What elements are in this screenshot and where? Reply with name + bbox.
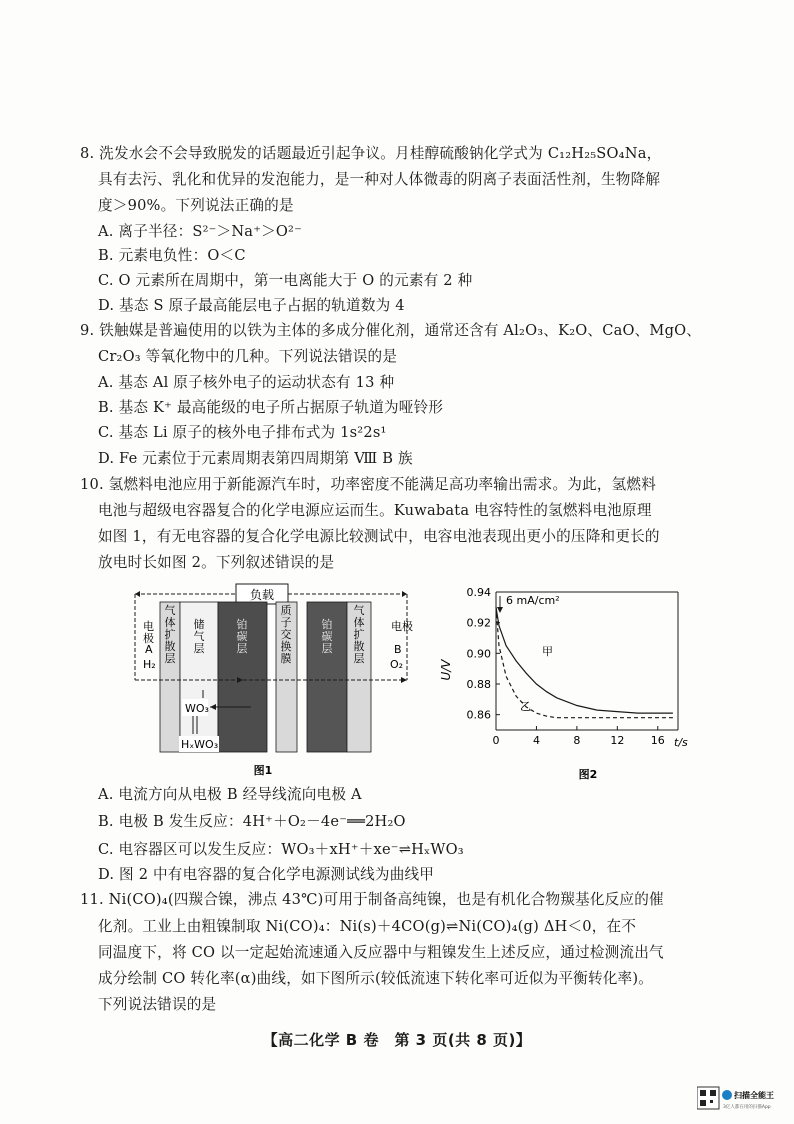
q10-option-d: D. 图 2 中有电容器的复合化学电源测试线为曲线甲 (98, 866, 435, 883)
cs-logo-icon (722, 1090, 732, 1100)
q8-option-d: D. 基态 S 原子最高能层电子占据的轨道数为 4 (98, 297, 405, 314)
fuel-cell-diagram (133, 578, 413, 778)
q8-option-c: C. O 元素所在周期中，第一电离能大于 O 的元素有 2 种 (98, 272, 473, 289)
q9-stem-line-2: Cr₂O₃ 等氧化物中的几种。下列说法错误的是 (98, 348, 398, 365)
y-tick-label: 0.90 (466, 647, 491, 661)
pt-carbon-left-label: 铂碳层 (236, 618, 248, 655)
q11-stem-line-2: 化剂。工业上由粗镍制取 Ni(CO)₄：Ni(s)＋4CO(g)⇌Ni(CO)₄(g) ΔH＜0，在不 (98, 918, 637, 935)
q10-stem-line-2: 电池与超级电容器复合的化学电源应运而生。Kuwabata 电容特性的氢燃料电池原理 (98, 502, 652, 519)
q9-option-d: D. Fe 元素位于元素周期表第四周期第 Ⅷ B 族 (98, 450, 413, 467)
y-axis-label: U/V (439, 659, 453, 681)
q8-stem-line-1: 8. 洗发水会不会导致脱发的话题最近引起争议。月桂醇硫酸钠化学式为 C₁₂H₂₅SO₄Na， (80, 145, 662, 162)
qr-corner-1 (700, 1090, 706, 1096)
y-tick-label: 0.86 (466, 708, 491, 722)
hxwo3-label: HₓWO₃ (181, 738, 219, 751)
figure-2-caption: 图2 (578, 768, 598, 781)
q10-option-a: A. 电流方向从电极 B 经导线流向电极 A (98, 786, 362, 803)
y-tick-label: 0.88 (466, 678, 491, 691)
electrode-a-letter: A (145, 643, 153, 656)
y-tick-label: 0.94 (466, 586, 491, 599)
q8-stem-line-2: 具有去污、乳化和优异的发泡能力，是一种对人体微毒的阴离子表面活性剂，生物降解 (98, 171, 661, 188)
q11-stem-line-1: 11. Ni(CO)₄(四羰合镍，沸点 43℃)可用于制备高纯镍，也是有机化合物羰基化反应的催 (80, 891, 664, 908)
q10-option-b: B. 电极 B 发生反应：4H⁺＋O₂－4e⁻══2H₂O (98, 813, 406, 830)
load-label: 负载 (249, 588, 275, 602)
stamp-sub: 3亿人都在用的扫描App (723, 1105, 771, 1110)
q9-stem-line-1: 9. 铁触媒是普遍使用的以铁为主体的多成分催化剂，通常还含有 Al₂O₃、K₂O、CaO、MgO、 (80, 322, 702, 339)
q10-stem-line-3: 如图 1，有无电容器的复合化学电源比较测试中，电容电池表现出更小的压降和更长的 (98, 528, 660, 545)
current-density-label: 6 mA/cm² (506, 594, 560, 607)
qr-dot (710, 1100, 713, 1103)
q10-option-c: C. 电容器区可以发生反应：WO₃＋xH⁺＋xe⁻⇌HₓWO₃ (98, 841, 464, 858)
q9-option-b: B. 基态 K⁺ 最高能级的电子所占据原子轨道为哑铃形 (98, 399, 444, 416)
flow-arrow-right (401, 677, 407, 683)
series-line-jia (496, 607, 673, 713)
q10-stem-line-4: 放电时长如图 2。下列叙述错误的是 (98, 554, 335, 571)
x-tick-label: 12 (610, 734, 625, 747)
gas-diffusion-left-label: 气体扩散层 (164, 604, 176, 665)
voltage-time-chart (438, 582, 698, 782)
figure-1-caption: 图1 (253, 764, 273, 777)
pt-carbon-right-label: 铂碳层 (321, 618, 333, 655)
q11-stem-line-3: 同温度下，将 CO 以一定起始流速通入反应器中与粗镍发生上述反应，通过检测流出气 (98, 944, 664, 961)
curve-label-yi: 乙 (520, 700, 531, 713)
qr-corner-3 (700, 1100, 706, 1106)
q8-stem-line-3: 度＞90%。下列说法正确的是 (98, 197, 294, 214)
y-tick-label: 0.92 (466, 616, 491, 630)
q9-option-a: A. 基态 Al 原子核外电子的运动状态有 13 种 (98, 374, 395, 391)
wire-arrow-right (402, 591, 407, 597)
wo3-label: WO₃ (185, 702, 209, 715)
x-tick-label: 8 (573, 734, 581, 747)
h2-label: H₂ (143, 658, 156, 671)
scanner-stamp (697, 1086, 779, 1112)
electrode-a-label: 电极 (143, 620, 154, 645)
x-tick-label: 16 (650, 734, 665, 747)
q8-option-a: A. 离子半径：S²⁻＞Na⁺＞O²⁻ (98, 223, 303, 240)
storage-label: 储气层 (193, 618, 205, 655)
q9-option-c: C. 基态 Li 原子的核外电子排布式为 1s²2s¹ (98, 424, 387, 441)
stamp-brand: 扫描全能王 (734, 1091, 774, 1100)
q10-stem-line-1: 10. 氢燃料电池应用于新能源汽车时，功率密度不能满足高功率输出需求。为此，氢燃料 (80, 476, 657, 493)
q8-option-b: B. 元素电负性：O＜C (98, 247, 246, 264)
curve-label-jia: 甲 (542, 645, 553, 658)
x-tick-label: 0 (492, 734, 500, 747)
electrode-b-label: 电极 (391, 620, 413, 633)
current-arrowhead (497, 607, 503, 613)
qr-corner-2 (710, 1090, 716, 1096)
membrane-label: 质子交换膜 (280, 604, 292, 665)
wire-arrow-left (135, 591, 140, 597)
page-footer: 【高二化学 B 卷 第 3 页(共 8 页)】 (262, 1031, 532, 1049)
o2-label: O₂ (390, 658, 404, 671)
x-axis-unit: t/s (674, 736, 688, 749)
electrode-b-letter: B (394, 643, 402, 656)
q11-stem-line-5: 下列说法错误的是 (98, 996, 217, 1013)
x-tick-label: 4 (532, 734, 540, 747)
q11-stem-line-4: 成分绘制 CO 转化率(α)曲线，如下图所示(较低流速下转化率可近似为平衡转化率)。 (98, 970, 654, 987)
gas-diffusion-right-label: 气体扩散层 (353, 604, 365, 665)
